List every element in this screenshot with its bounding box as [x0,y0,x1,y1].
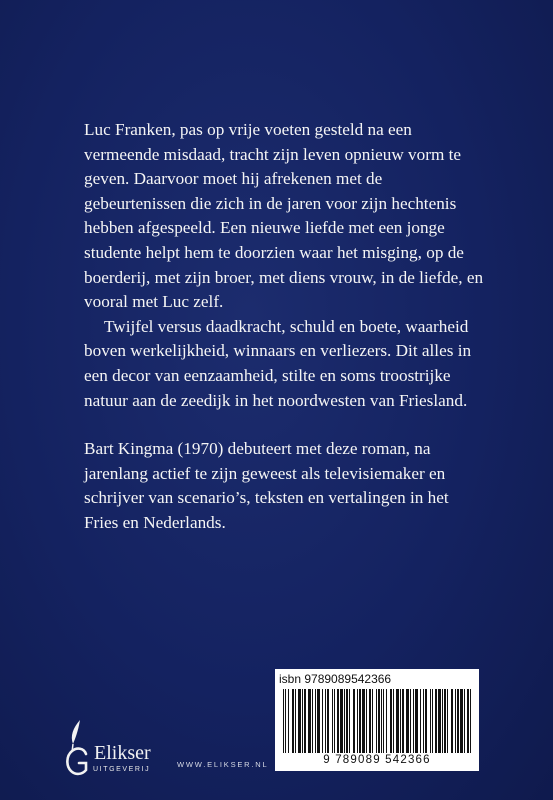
barcode-bar [327,689,329,753]
barcode-bar [447,689,448,753]
barcode-bar [298,689,301,753]
barcode-bar [292,689,294,753]
barcode-bar [460,689,463,753]
barcode-bar [362,689,365,753]
barcode-bar [386,689,387,753]
blurb-paragraph-1: Luc Franken, pas op vrije voeten gesteld na een vermeende misdaad, tracht zijn leven opnieuw vorm te geven. Daarvoor moet hij afrekenen met de gebeurtenissen die zich in de jaren voor zijn hechtenis hebben afgespeeld. Een nieuwe liefde met een jonge studente helpt hem te doorzien waar het misging, op de boerderij, met zijn broer, met diens vrouw, in de liefde, en vooral met Luc zelf. [84,120,484,312]
publisher-name: Elikser [94,742,151,764]
barcode-bar [381,689,382,753]
publisher-subtitle: UITGEVERIJ [93,766,151,773]
quill-g-icon [60,718,94,778]
publisher-website: WWW.ELIKSER.NL [177,760,269,769]
barcode-bar [393,689,394,753]
barcode-bar [378,689,380,753]
barcode-bar [438,689,441,753]
barcode-bar [334,689,335,753]
barcode-bar [423,689,424,753]
barcode-bar [308,689,311,753]
paragraph-spacer [84,413,484,437]
isbn-barcode [275,669,479,771]
barcode-bar [413,689,414,753]
barcode-bar [425,689,427,753]
isbn-digits: 9 789089 542366 [323,754,431,766]
barcode-bar [406,689,409,753]
barcode-bar [295,689,296,753]
barcode-bar [420,689,421,753]
book-blurb [84,118,484,536]
barcode-bar [344,689,345,753]
barcode-bar [410,689,411,753]
barcode-bar [337,689,339,753]
barcode-bar [455,689,456,753]
barcode-bar [444,689,446,753]
barcode-bar [312,689,313,753]
barcode-bar [285,689,286,753]
barcode-bar [366,689,367,753]
barcode-bar [317,689,320,753]
barcode-bar [332,689,333,753]
barcode-bar [359,689,361,753]
barcode-bar [325,689,326,753]
barcode-bar [400,689,401,753]
barcode-bar [415,689,418,753]
barcode-bar [430,689,431,753]
barcode-bar [369,689,371,753]
publisher-logo [60,718,200,778]
barcode-bar [283,689,284,753]
isbn-label: isbn 9789089542366 [279,672,392,686]
barcode-bar [357,689,358,753]
barcode-bar [402,689,404,753]
barcode-bar [372,689,373,753]
barcode-bar [315,689,316,753]
barcode-bar [340,689,343,753]
barcode-bar [457,689,459,753]
barcode-bar [396,689,399,753]
barcode-bar [346,689,348,753]
barcode-bar [464,689,465,753]
barcode-bar [302,689,303,753]
barcode-bar [353,689,355,753]
blurb-paragraph-2: Twijfel versus daadkracht, schuld en boete, waarheid boven werkelijkheid, winnaars en verliezers. Dit alles in een decor van eenzaamheid, stilte en soms troostrijke natuur aan de zeedijk in het noordwesten van Friesland. [84,316,472,410]
barcode-bar [288,689,289,753]
barcode-bar [470,689,471,753]
barcode-bar [349,689,350,753]
barcode-bar [467,689,469,753]
barcode-bar [304,689,306,753]
barcode-bar [432,689,433,753]
barcode-bar [451,689,453,753]
author-bio: Bart Kingma (1970) debuteert met deze roman, na jarenlang actief te zijn geweest als televisiemaker en schrijver van scenario’s, teksten en vertalingen in het Fries en Nederlands. [84,439,449,532]
barcode-bar [383,689,384,753]
barcode-bars [281,689,473,753]
barcode-bar [442,689,443,753]
barcode-bar [376,689,377,753]
barcode-bar [390,689,392,753]
barcode-bar [322,689,323,753]
barcode-bar [435,689,437,753]
